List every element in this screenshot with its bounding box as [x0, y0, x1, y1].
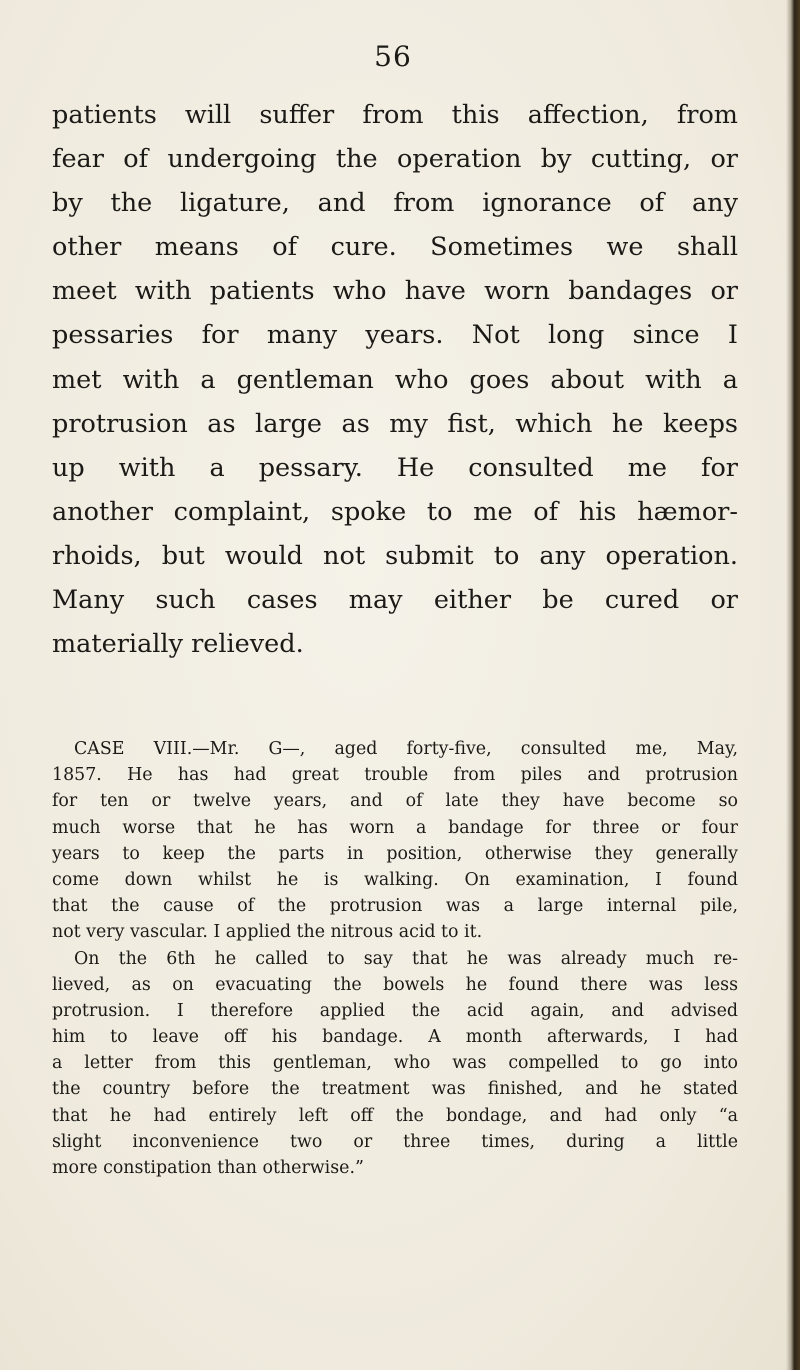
- case-line: that he had entirely left off the bondage, and had only “a: [52, 1105, 738, 1126]
- case-line: a letter from this gentleman, who was compelled to go into: [52, 1053, 738, 1074]
- text-line: by the ligature, and from ignorance of any: [52, 188, 738, 219]
- case-line: not very vascular. I applied the nitrous acid to it.: [52, 922, 483, 943]
- case-line: for ten or twelve years, and of late they have become so: [52, 791, 738, 812]
- page-binding-edge: [786, 0, 800, 1370]
- text-line: another complaint, spoke to me of his hæmor-: [52, 496, 738, 527]
- case-line: that the cause of the protrusion was a large internal pile,: [52, 896, 738, 917]
- case-line: him to leave off his bandage. A month afterwards, I had: [52, 1027, 738, 1048]
- text-line: fear of undergoing the operation by cutting, or: [52, 144, 738, 175]
- case-line: On the 6th he called to say that he was already much re-: [74, 948, 738, 969]
- case-line: protrusion. I therefore applied the acid again, and advised: [52, 1000, 738, 1021]
- case-line: come down whilst he is walking. On examination, I found: [52, 869, 738, 890]
- case-line: slight inconvenience two or three times, during a little: [52, 1131, 738, 1152]
- text-line: patients will suffer from this affection, from: [52, 100, 738, 130]
- page-number: 56: [374, 40, 412, 73]
- text-line: met with a gentleman who goes about with a: [52, 364, 738, 395]
- case-line: 1857. He has had great trouble from piles and protrusion: [52, 765, 738, 786]
- text-line: pessaries for many years. Not long since I: [52, 320, 738, 351]
- text-line: protrusion as large as my fist, which he keeps: [52, 408, 738, 439]
- main-paragraph: [52, 93, 738, 666]
- case-line: CASE VIII.—Mr. G—, aged forty-five, consulted me, May,: [74, 739, 738, 759]
- text-line: up with a pessary. He consulted me for: [52, 452, 738, 483]
- text-line: materially relieved.: [52, 629, 304, 660]
- text-line: Many such cases may either be cured or: [52, 585, 738, 616]
- text-line: rhoids, but would not submit to any operation.: [52, 540, 738, 571]
- case-line: years to keep the parts in position, otherwise they generally: [52, 843, 738, 864]
- text-line: meet with patients who have worn bandages or: [52, 276, 738, 307]
- case-line: lieved, as on evacuating the bowels he found there was less: [52, 974, 738, 995]
- case-line: much worse that he has worn a bandage for three or four: [52, 817, 738, 838]
- case-line: the country before the treatment was finished, and he stated: [52, 1079, 738, 1100]
- case-report: [52, 736, 738, 1181]
- case-line: more constipation than otherwise.”: [52, 1158, 364, 1178]
- text-line: other means of cure. Sometimes we shall: [52, 232, 738, 263]
